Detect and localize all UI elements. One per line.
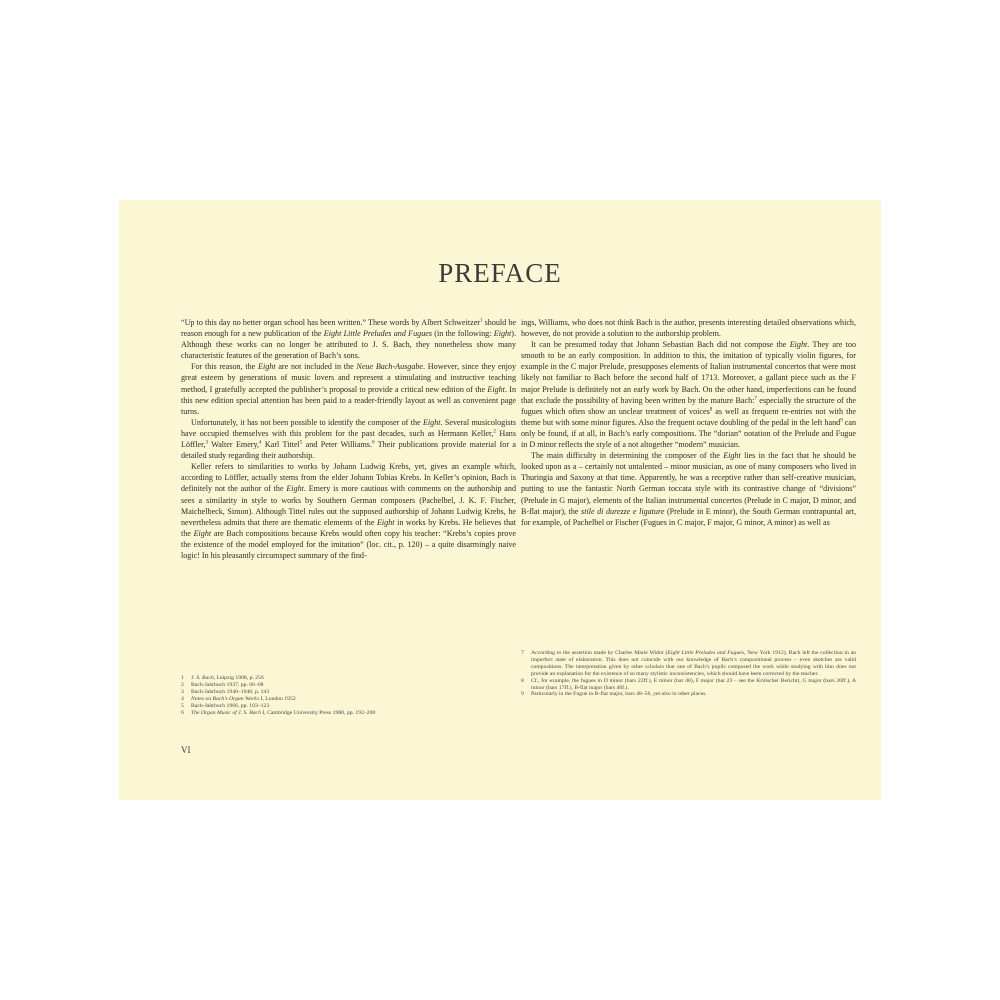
footnote <box>181 703 481 710</box>
footnote-number: 4 <box>181 695 184 702</box>
footnote-number: 1 <box>181 675 184 681</box>
footnote-text: Bach-Jahrbuch 1937, pp. 66–68 <box>191 681 264 688</box>
footnote-number: 5 <box>181 702 184 709</box>
footnote <box>181 710 481 717</box>
footnote <box>181 682 481 689</box>
footnote-number: 3 <box>181 688 184 695</box>
footnote-text: Bach-Jahrbuch 1966, pp. 103–123 <box>191 702 270 709</box>
footnotes-left <box>181 675 481 716</box>
left-text-column <box>181 317 516 561</box>
paragraph: The main difficulty in determining the composer of the Eight lies in the fact that he should be looked upon as a – certainly not untalented – minor musician, as one of many composers who lived in Thuringia and Saxony at that time. Apparently, he was a receptive rather than self-creative musician, putting to use the fantastic North German toccata style with its contrastive change of “divisions” (Prelude in G major), elements of the Italian instrumental concertos (Prelude in C major, D minor, and B-flat major), the stile di durezze e ligature (Prelude in E minor), the South German contrapuntal art, for example, of Pachelbel or Fischer (Fugues in C major, F major, G minor, A minor) as well as <box>521 451 857 527</box>
footnote-text: Particularly in the Fugue in B-flat major, bars 48–56, yet also in other places. <box>531 691 707 698</box>
footnote <box>181 675 481 682</box>
footnote <box>181 696 481 703</box>
paragraph: It can be presumed today that Johann Sebastian Bach did not compose the Eight. They are too smooth to be an early composition. In addition to this, the imitation of typically violin figures, for example in the C major Prelude, presupposes elements of Italian instrumental concertos that were most likely not familiar to Bach before the second half of 1713. Moreover, a gallant piece such as the F major Prelude is definitely not an early work by Bach. On the other hand, imperfections can be found that exclude the possibility of having been written by the mature Bach:$^7$ especially the structure of the fugues which often show an unclear treatment of voices$^8$ as well as frequent re-entries not with the theme but with some minor figures. Also the frequent octave doubling of the pedal in the left hand$^9$ can only be found, if at all, in Bach’s early compositions. The “dorian” notation of the Prelude and Fugue in D minor reflects the style of a not altogether “modern” musician. <box>521 340 857 450</box>
footnote-text: Cf., for example, the fugues in D minor (bars 22ff.), E minor (bar 48), F major (bar 23 – see the Kritischer Bericht), G major (bars 20ff.), A minor (bars 17ff.), B-flat major (bars 46f.). <box>531 677 856 691</box>
paragraph: Keller refers to similarities to works by Johann Ludwig Krebs, yet, gives an example which, according to Löffler, actually stems from the elder Johann Tobias Krebs. In Keller’s opinion, Bach is definitely not the author of the Eight. Emery is more cautious with comments on the authorship and sees a similarity in style to works by Southern German composers (Pachelbel, J. K. F. Fischer, Maichelbeck, Simon). Although Tittel rules out the supposed authorship of Johann Ludwig Krebs, he nevertheless admits that there are thematic elements of the Eight in works by Krebs. He believes that the Eight are Bach compositions because Krebs would often copy his teacher: “Krebs’s copies prove the existence of the model employed for the imitation” (loc. cit., p. 120) – a quite disarmingly naive logic! In his pleasantly circumspect summary of the find- <box>181 462 516 560</box>
footnote-number: 2 <box>181 681 184 688</box>
footnotes-right <box>521 650 856 698</box>
page-title: PREFACE <box>438 258 562 288</box>
page-number: VI <box>181 745 191 755</box>
footnote-text: The Organ Music of J. S. Bach I, Cambridge University Press 1980, pp. 192–200 <box>191 709 376 716</box>
footnote <box>521 691 856 698</box>
footnote-text: J. S. Bach, Leipzig 1908, p. 256 <box>191 675 264 681</box>
footnote-text: According to the assertion made by Charles Marie Widor (Eight Little Preludes and Fugues, New York 1912), Bach left the collection in an imperfect state of elaboration. This does not coincide with our knowledge of Bach’s compositional process – even sketches are valid compositions. The interpretation given by other scholars that one of Bach’s pupils composed the work while studying with him does not provide an explanation for the existence of so many stylistic inconsistencies, which should have been corrected by the teacher. <box>531 650 856 677</box>
footnote-number: 7 <box>521 650 524 656</box>
footnote <box>521 678 856 692</box>
footnote-number: 8 <box>521 677 524 684</box>
paragraph: “Up to this day no better organ school has been written.” These words by Albert Schweitzer$^1$ should be reason enough for a new publication of the Eight Little Preludes and Fugues (in the following: Eight). Although these works can no longer be attributed to J. S. Bach, they nonetheless show many characteristic features of the generation of Bach’s sons. <box>181 318 517 361</box>
footnote <box>521 650 856 678</box>
right-text-column <box>521 317 856 528</box>
footnote-text: Notes on Bach’s Organ Works I, London 1952 <box>191 695 296 702</box>
footnote <box>181 689 481 696</box>
footnote-number: 6 <box>181 709 184 716</box>
paragraph: Unfortunately, it has not been possible to identify the composer of the Eight. Several musicologists have occupied themselves with this problem for the past decades, such as Hermann Keller,$^2$ Hans Löffler,$^3$ Walter Emery,$^4$ Karl Tittel$^5$ and Peter Williams.$^6$ Their publications provide material for a detailed study regarding their authorship. <box>181 417 517 461</box>
footnote-number: 9 <box>521 691 524 698</box>
footnote-text: Bach-Jahrbuch 1940–1948, p. 143 <box>191 688 270 695</box>
book-page <box>119 200 881 800</box>
paragraph: ings, Williams, who does not think Bach is the author, presents interesting detailed observations which, however, do not provide a solution to the authorship problem. <box>521 318 856 339</box>
paragraph: For this reason, the Eight are not included in the Neue Bach-Ausgabe. However, since they enjoy great esteem by generations of music lovers and represent a stimulating and instructive teaching method, I gratefully accepted the publisher’s proposal to provide a critical new edition of the Eight. In this new edition special attention has been paid to a reader-friendly layout as well as convenient page turns. <box>181 362 516 416</box>
